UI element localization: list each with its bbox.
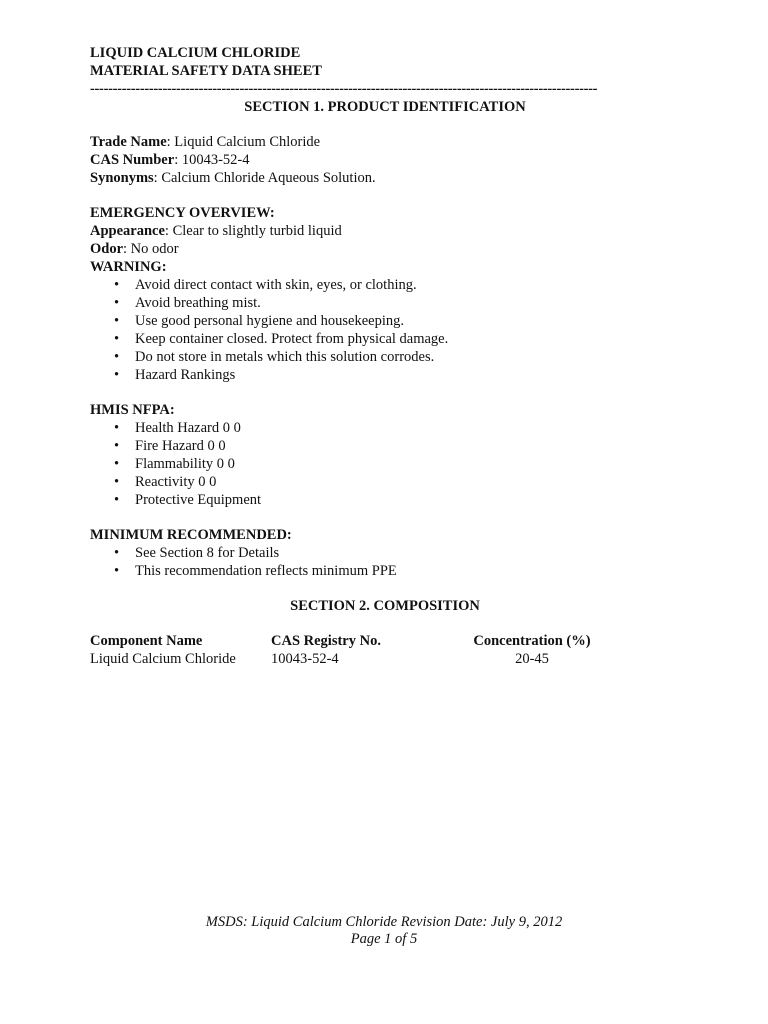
table-cell-component: Liquid Calcium Chloride <box>90 651 236 667</box>
table-cell-cas: 10043-52-4 <box>271 651 339 667</box>
list-item: • Protective Equipment <box>135 491 680 509</box>
column-header-component: Component Name <box>90 633 203 649</box>
warning-heading: WARNING: <box>90 259 167 275</box>
synonyms-label: Synonyms <box>90 170 154 186</box>
synonyms-line <box>90 169 680 187</box>
odor-value: : No odor <box>123 241 179 257</box>
emergency-overview-heading: EMERGENCY OVERVIEW: <box>90 205 275 221</box>
section1-heading: SECTION 1. PRODUCT IDENTIFICATION <box>244 99 526 115</box>
list-item: • Do not store in metals which this solution corrodes. <box>135 348 680 366</box>
section2-heading: SECTION 2. COMPOSITION <box>290 598 480 614</box>
list-item: • Fire Hazard 0 0 <box>135 437 680 455</box>
list-item: • Health Hazard 0 0 <box>135 419 680 437</box>
document-title: LIQUID CALCIUM CHLORIDE <box>90 45 301 61</box>
cas-number-value: : 10043-52-4 <box>174 152 250 168</box>
page-footer <box>0 914 768 948</box>
list-item: • Avoid breathing mist. <box>135 294 680 312</box>
hmis-list <box>90 419 680 509</box>
warning-list <box>90 276 680 384</box>
odor-line <box>90 240 680 258</box>
cas-number-line <box>90 151 680 169</box>
footer-page-number: Page 1 of 5 <box>350 931 418 947</box>
list-item: • Avoid direct contact with skin, eyes, or clothing. <box>135 276 680 294</box>
list-item: • Hazard Rankings <box>135 366 680 384</box>
table-cell-concentration: 20-45 <box>515 651 549 667</box>
minimum-list <box>90 544 680 580</box>
trade-name-line <box>90 133 680 151</box>
list-item: • See Section 8 for Details <box>135 544 680 562</box>
synonyms-value: : Calcium Chloride Aqueous Solution. <box>153 170 376 186</box>
cas-number-label: CAS Number <box>90 152 175 168</box>
minimum-recommended-heading: MINIMUM RECOMMENDED: <box>90 527 292 543</box>
hmis-nfpa-heading: HMIS NFPA: <box>90 402 175 418</box>
appearance-label: Appearance <box>90 223 165 239</box>
list-item: • This recommendation reflects minimum PPE <box>135 562 680 580</box>
odor-label: Odor <box>90 241 124 257</box>
document-subtitle: MATERIAL SAFETY DATA SHEET <box>90 63 322 79</box>
trade-name-value: : Liquid Calcium Chloride <box>166 134 321 150</box>
composition-table <box>90 632 680 668</box>
trade-name-label: Trade Name <box>90 134 167 150</box>
list-item: • Flammability 0 0 <box>135 455 680 473</box>
list-item: • Reactivity 0 0 <box>135 473 680 491</box>
column-header-cas: CAS Registry No. <box>271 633 381 649</box>
document-page <box>90 44 680 668</box>
list-item: • Use good personal hygiene and housekeeping. <box>135 312 680 330</box>
appearance-value: : Clear to slightly turbid liquid <box>164 223 342 239</box>
dashed-divider: ---------------------------------------------------------------------------------------------------------------- <box>90 81 598 97</box>
appearance-line <box>90 222 680 240</box>
column-header-concentration: Concentration (%) <box>473 633 591 649</box>
list-item: • Keep container closed. Protect from physical damage. <box>135 330 680 348</box>
footer-revision: MSDS: Liquid Calcium Chloride Revision Date: July 9, 2012 <box>205 914 563 930</box>
